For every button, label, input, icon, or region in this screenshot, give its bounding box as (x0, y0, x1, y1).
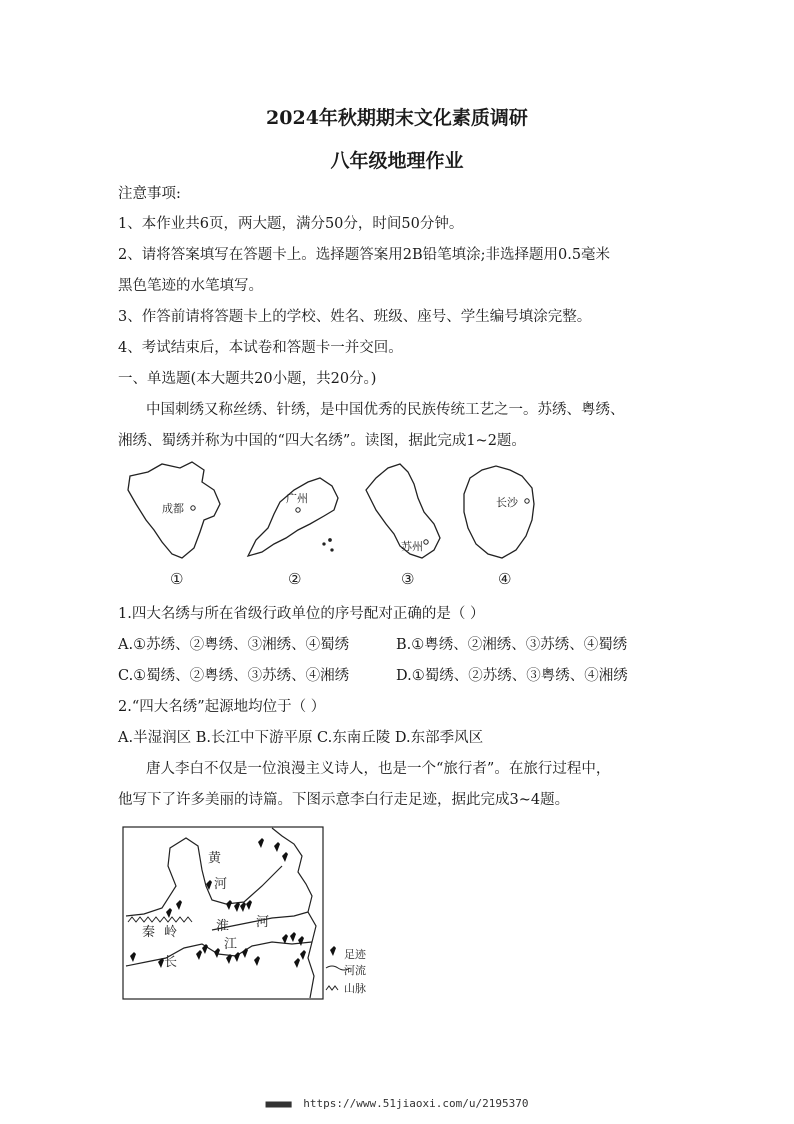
map-label-yellow: 黄 (208, 851, 222, 866)
map-label-river: 河 (214, 877, 228, 892)
legend-label: 山脉 (344, 982, 366, 995)
coastline (272, 828, 316, 998)
notice-item: 4、考试结束后，本试卷和答题卡一并交回。 (118, 340, 403, 356)
map-label-river: 河 (256, 915, 270, 930)
map-legend (326, 946, 367, 995)
map-label-city: 长沙 (496, 496, 518, 509)
footer-logo: ■■■■■ (265, 1099, 291, 1110)
figure-number: ④ (498, 570, 512, 588)
li-bai-footprint-map (122, 826, 392, 1006)
section-heading: 一、单选题(本大题共20小题，共20分。) (118, 371, 377, 387)
question-1-option-c: C.①蜀绣、②粤绣、③苏绣、④湘绣 (118, 668, 350, 684)
qinling-mountains (128, 917, 192, 922)
question-2-stem: 2.“四大名绣”起源地均位于（ ） (118, 699, 326, 715)
province-outlines-figure (118, 458, 558, 590)
intro-paragraph: 唐人李白不仅是一位浪漫主义诗人，也是一个“旅行者”。在旅行过程中， (146, 761, 611, 777)
map-frame (123, 827, 323, 999)
yangtze-river (126, 942, 312, 966)
figure-number: ③ (401, 570, 415, 588)
province-outline-4 (464, 466, 534, 558)
map-label-city: 成都 (162, 502, 184, 515)
notice-item: 3、作答前请将答题卡上的学校、姓名、班级、座号、学生编号填涂完整。 (118, 309, 592, 325)
intro-paragraph: 中国刺绣又称丝绣、针绣，是中国优秀的民族传统工艺之一。苏绣、粤绣、 (146, 402, 625, 418)
notice-heading: 注意事项: (118, 186, 181, 202)
notice-item: 2、请将答案填写在答题卡上。选择题答案用2B铅笔填涂;非选择题用0.5毫米 (118, 247, 611, 263)
map-label-city: 广州 (286, 492, 308, 505)
intro-paragraph: 湘绣、蜀绣并称为中国的“四大名绣”。读图，据此完成1~2题。 (118, 433, 526, 449)
map-label-qin: 秦 (142, 925, 156, 940)
map-label-city: 苏州 (401, 540, 423, 553)
intro-paragraph: 他写下了许多美丽的诗篇。下图示意李白行走足迹，据此完成3~4题。 (118, 792, 570, 808)
question-1-option-d: D.①蜀绣、②苏绣、③粤绣、④湘绣 (396, 668, 628, 684)
notice-item: 黑色笔迹的水笔填写。 (118, 278, 263, 294)
map-label-ling: 岭 (164, 925, 178, 940)
question-2-options: A.半湿润区 B.长江中下游平原 C.东南丘陵 D.东部季风区 (118, 730, 484, 746)
legend-label: 河流 (344, 964, 366, 977)
exam-title: 2024年秋期期末文化素质调研 (266, 107, 528, 129)
exam-subtitle: 八年级地理作业 (330, 150, 464, 172)
map-label-huai: 淮 (216, 919, 230, 934)
notice-item: 1、本作业共6页，两大题，满分50分，时间50分钟。 (118, 216, 464, 232)
question-1-option-a: A.①苏绣、②粤绣、③湘绣、④蜀绣 (118, 637, 350, 653)
legend-label: 足迹 (344, 948, 366, 961)
page-footer (0, 1097, 794, 1110)
legend-footprint-icon (330, 946, 336, 956)
yellow-river (126, 838, 282, 916)
footer-url[interactable]: https://www.51jiaoxi.com/u/2195370 (303, 1097, 529, 1110)
question-1-stem: 1.四大名绣与所在省级行政单位的序号配对正确的是（ ） (118, 606, 485, 622)
figure-number: ② (288, 570, 302, 588)
legend-mountain-icon (326, 986, 338, 990)
map-label-jiang: 江 (224, 937, 238, 952)
question-1-option-b: B.①粤绣、②湘绣、③苏绣、④蜀绣 (396, 637, 628, 653)
map-label-chang: 长 (164, 955, 178, 970)
figure-number: ① (170, 570, 184, 588)
